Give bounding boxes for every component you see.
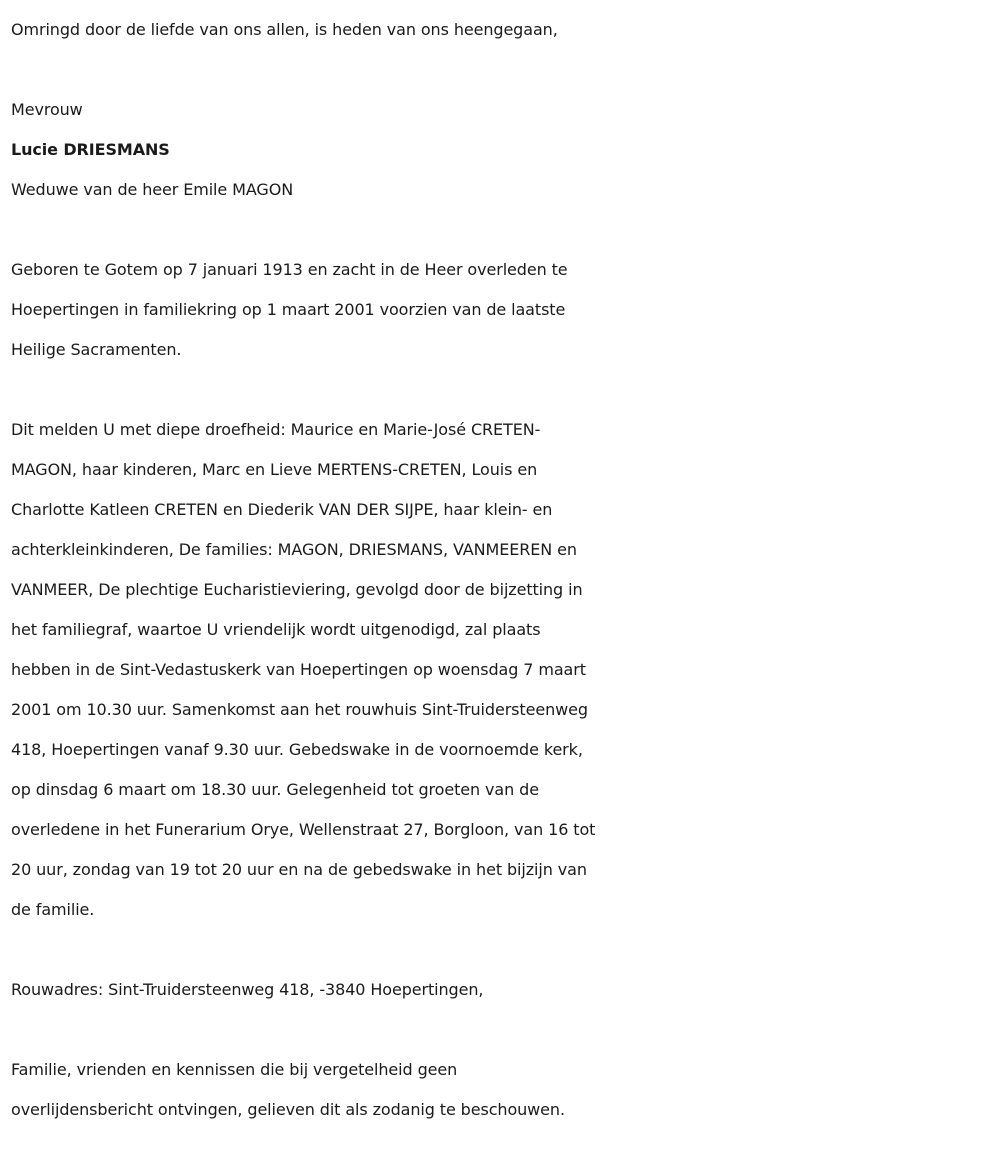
paragraph-line: hebben in de Sint-Vedastuskerk van Hoepertingen op woensdag 7 maart xyxy=(11,660,586,679)
paragraph-line: Hoepertingen in familiekring op 1 maart 2001 voorzien van de laatste xyxy=(11,300,566,319)
paragraph-line: achterkleinkinderen, De families: MAGON, DRIESMANS, VANMEEREN en xyxy=(11,540,577,559)
intro-text: Omringd door de liefde van ons allen, is heden van ons heengegaan, xyxy=(11,20,558,39)
salutation: Mevrouw xyxy=(11,100,83,119)
paragraph-line: de familie. xyxy=(11,900,95,919)
paragraph-line: Familie, vrienden en kennissen die bij vergetelheid geen xyxy=(11,1060,458,1079)
relation-text: Weduwe van de heer Emile MAGON xyxy=(11,180,294,199)
paragraph-line: VANMEER, De plechtige Eucharistieviering, gevolgd door de bijzetting in xyxy=(11,580,583,599)
spacer xyxy=(11,1010,990,1050)
paragraph-line: op dinsdag 6 maart om 18.30 uur. Gelegenheid tot groeten van de xyxy=(11,780,539,799)
paragraph-line: overlijdensbericht ontvingen, gelieven dit als zodanig te beschouwen. xyxy=(11,1100,565,1119)
paragraph-line: Dit melden U met diepe droefheid: Maurice en Marie-José CRETEN- xyxy=(11,420,541,439)
paragraph-line: Geboren te Gotem op 7 januari 1913 en zacht in de Heer overleden te xyxy=(11,260,568,279)
mourning-address: Rouwadres: Sint-Truidersteenweg 418, -3840 Hoepertingen, xyxy=(11,980,484,999)
paragraph-line: MAGON, haar kinderen, Marc en Lieve MERTENS-CRETEN, Louis en xyxy=(11,460,538,479)
birth-death-paragraph xyxy=(11,250,990,370)
paragraph-line: 418, Hoepertingen vanaf 9.30 uur. Gebedswake in de voornoemde kerk, xyxy=(11,740,583,759)
paragraph-line: 20 uur, zondag van 19 tot 20 uur en na de gebedswake in het bijzijn van xyxy=(11,860,587,879)
spacer xyxy=(11,930,990,970)
spacer xyxy=(11,50,990,90)
paragraph-line: Heilige Sacramenten. xyxy=(11,340,182,359)
paragraph-line: het familiegraf, waartoe U vriendelijk wordt uitgenodigd, zal plaats xyxy=(11,620,541,639)
closing-paragraph xyxy=(11,1050,990,1130)
paragraph-line: overledene in het Funerarium Orye, Wellenstraat 27, Borgloon, van 16 tot xyxy=(11,820,596,839)
paragraph-line: Charlotte Katleen CRETEN en Diederik VAN DER SIJPE, haar klein- en xyxy=(11,500,553,519)
deceased-name: Lucie DRIESMANS xyxy=(11,140,170,159)
spacer xyxy=(11,210,990,250)
paragraph-line: 2001 om 10.30 uur. Samenkomst aan het rouwhuis Sint-Truidersteenweg xyxy=(11,700,588,719)
notice-body xyxy=(11,10,990,1130)
announcement-paragraph xyxy=(11,410,990,930)
spacer xyxy=(11,370,990,410)
